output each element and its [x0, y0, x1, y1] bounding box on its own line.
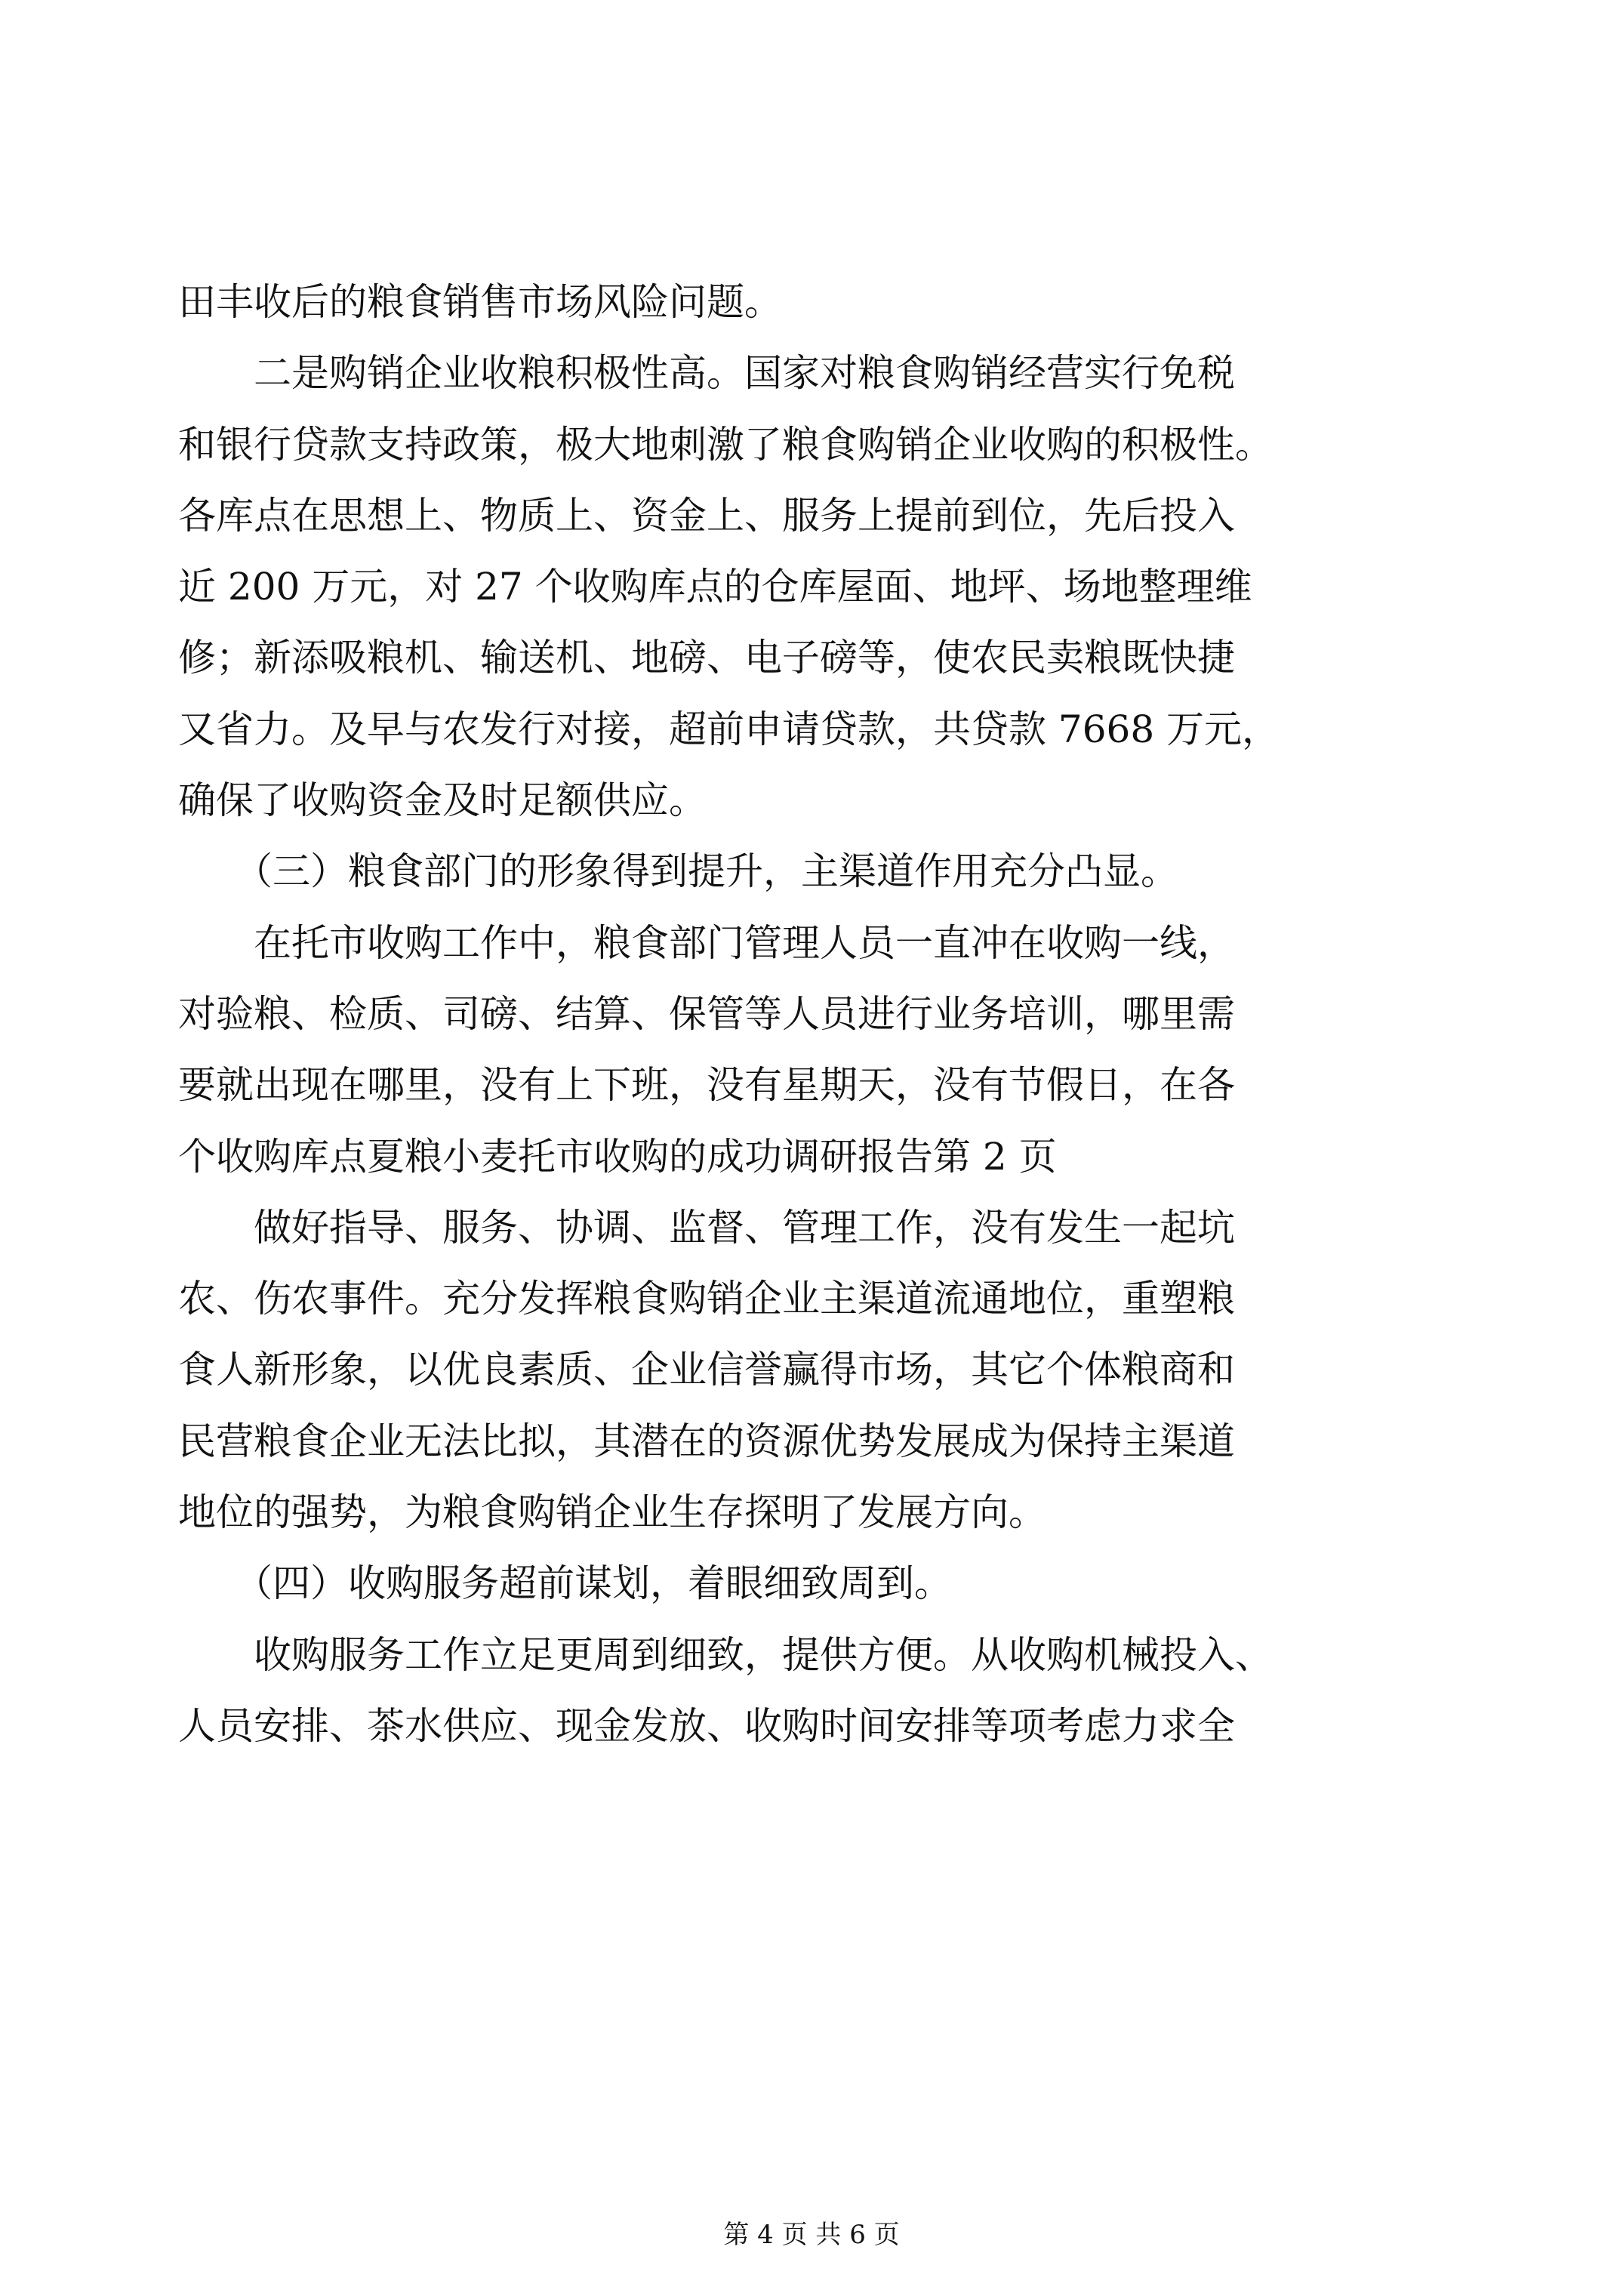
text-line: 地位的强势，为粮食购销企业生存探明了发展方向。: [178, 1490, 1046, 1535]
text-line: 食人新形象，以优良素质、企业信誉赢得市场，其它个体粮商和: [178, 1348, 1235, 1392]
text-line: 个收购库点夏粮小麦托市收购的成功调研报告第 2 页: [178, 1134, 1057, 1179]
text-line: 又省力。及早与农发行对接，超前申请贷款，共贷款 7668 万元，: [178, 707, 1280, 751]
page-footer: 第 4 页 共 6 页: [723, 2220, 900, 2250]
text-line: 修；新添吸粮机、输送机、地磅、电子磅等，使农民卖粮既快捷: [178, 636, 1235, 680]
text-line: 人员安排、茶水供应、现金发放、收购时间安排等项考虑力求全: [178, 1703, 1235, 1748]
text-line: 和银行贷款支持政策，极大地刺激了粮食购销企业收购的积极性。: [178, 422, 1273, 467]
text-line: 要就出现在哪里，没有上下班，没有星期天，没有节假日，在各: [178, 1063, 1235, 1108]
text-line: 田丰收后的粮食销售市场风险问题。: [178, 280, 782, 324]
text-line: 农、伤农事件。充分发挥粮食购销企业主渠道流通地位，重塑粮: [178, 1277, 1235, 1321]
body-text: [178, 267, 1446, 1761]
section-heading: （四）收购服务超前谋划，着眼细致周到。: [178, 1561, 952, 1606]
text-line: 民营粮食企业无法比拟，其潜在的资源优势发展成为保持主渠道: [178, 1419, 1235, 1463]
text-line: 各库点在思想上、物质上、资金上、服务上提前到位，先后投入: [178, 493, 1235, 538]
text-line: 近 200 万元，对 27 个收购库点的仓库屋面、地坪、场地整理维: [178, 565, 1252, 609]
text-line: 二是购销企业收粮积极性高。国家对粮食购销经营实行免税: [178, 351, 1235, 396]
text-line: 对验粮、检质、司磅、结算、保管等人员进行业务培训，哪里需: [178, 991, 1235, 1036]
text-line: 做好指导、服务、协调、监督、管理工作，没有发生一起坑: [178, 1205, 1235, 1250]
section-heading: （三）粮食部门的形象得到提升，主渠道作用充分凸显。: [178, 849, 1178, 894]
text-line: 收购服务工作立足更周到细致，提供方便。从收购机械投入、: [178, 1632, 1273, 1677]
text-line: 确保了收购资金及时足额供应。: [178, 778, 707, 823]
text-line: 在托市收购工作中，粮食部门管理人员一直冲在收购一线，: [178, 920, 1235, 965]
